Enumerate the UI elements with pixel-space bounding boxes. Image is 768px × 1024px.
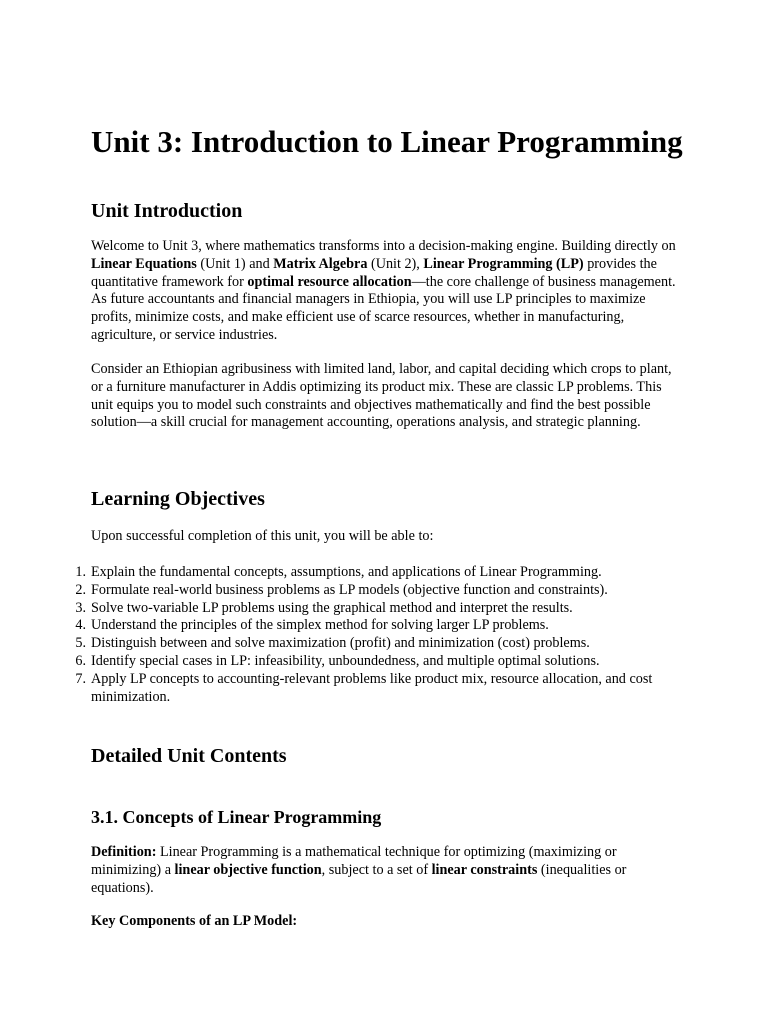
intro-paragraph-1: Welcome to Unit 3, where mathematics transforms into a decision-making engine. Building directly on Linear Equations (Unit 1) and Matrix Algebra (Unit 2), Linear Programming (LP) provides the quantitative framework for optimal resource allocation—the core challenge of business management. As future accountants and financial managers in Ethiopia, you will use LP principles to maximize profits, minimize costs, and make efficient use of scarce resources, whether in manufacturing, agriculture, or service industries. [91, 238, 676, 343]
list-item: 4. Understand the principles of the simplex method for solving larger LP problems. [75, 617, 549, 634]
definition-paragraph: Definition: Linear Programming is a mathematical technique for optimizing (maximizing or minimizing) a linear objective function, subject to a set of linear constraints (inequalities or equations). [91, 844, 627, 896]
list-item: 1. Explain the fundamental concepts, assumptions, and applications of Linear Programming. [75, 564, 602, 580]
learning-objectives-heading: Learning Objectives [91, 488, 265, 510]
list-item: 5. Distinguish between and solve maximization (profit) and minimization (cost) problems. [75, 635, 590, 652]
detailed-contents-heading: Detailed Unit Contents [91, 745, 287, 767]
intro-paragraph-2: Consider an Ethiopian agribusiness with limited land, labor, and capital deciding which crops to plant, or a furniture manufacturer in Addis optimizing its product mix. These are classic LP problems. This unit equips you to model such constraints and objectives mathematically and find the best possible solution—a skill crucial for management accounting, operations analysis, and strategic planning. [91, 361, 672, 431]
list-item: 6. Identify special cases in LP: infeasibility, unboundedness, and multiple optimal solutions. [75, 652, 600, 669]
page-title: Unit 3: Introduction to Linear Programming [91, 124, 683, 159]
unit-introduction-heading: Unit Introduction [91, 200, 243, 222]
objectives-list [75, 564, 681, 706]
key-components-label: Key Components of an LP Model: [91, 913, 298, 929]
section-3-1-heading: 3.1. Concepts of Linear Programming [91, 807, 382, 827]
objectives-lead: Upon successful completion of this unit, you will be able to: [91, 528, 434, 544]
list-item: 2. Formulate real-world business problems as LP models (objective function and constraints). [75, 581, 608, 598]
list-item: 7. Apply LP concepts to accounting-relevant problems like product mix, resource allocation, and cost minimization. [75, 670, 653, 705]
list-item: 3. Solve two-variable LP problems using the graphical method and interpret the results. [75, 599, 573, 616]
